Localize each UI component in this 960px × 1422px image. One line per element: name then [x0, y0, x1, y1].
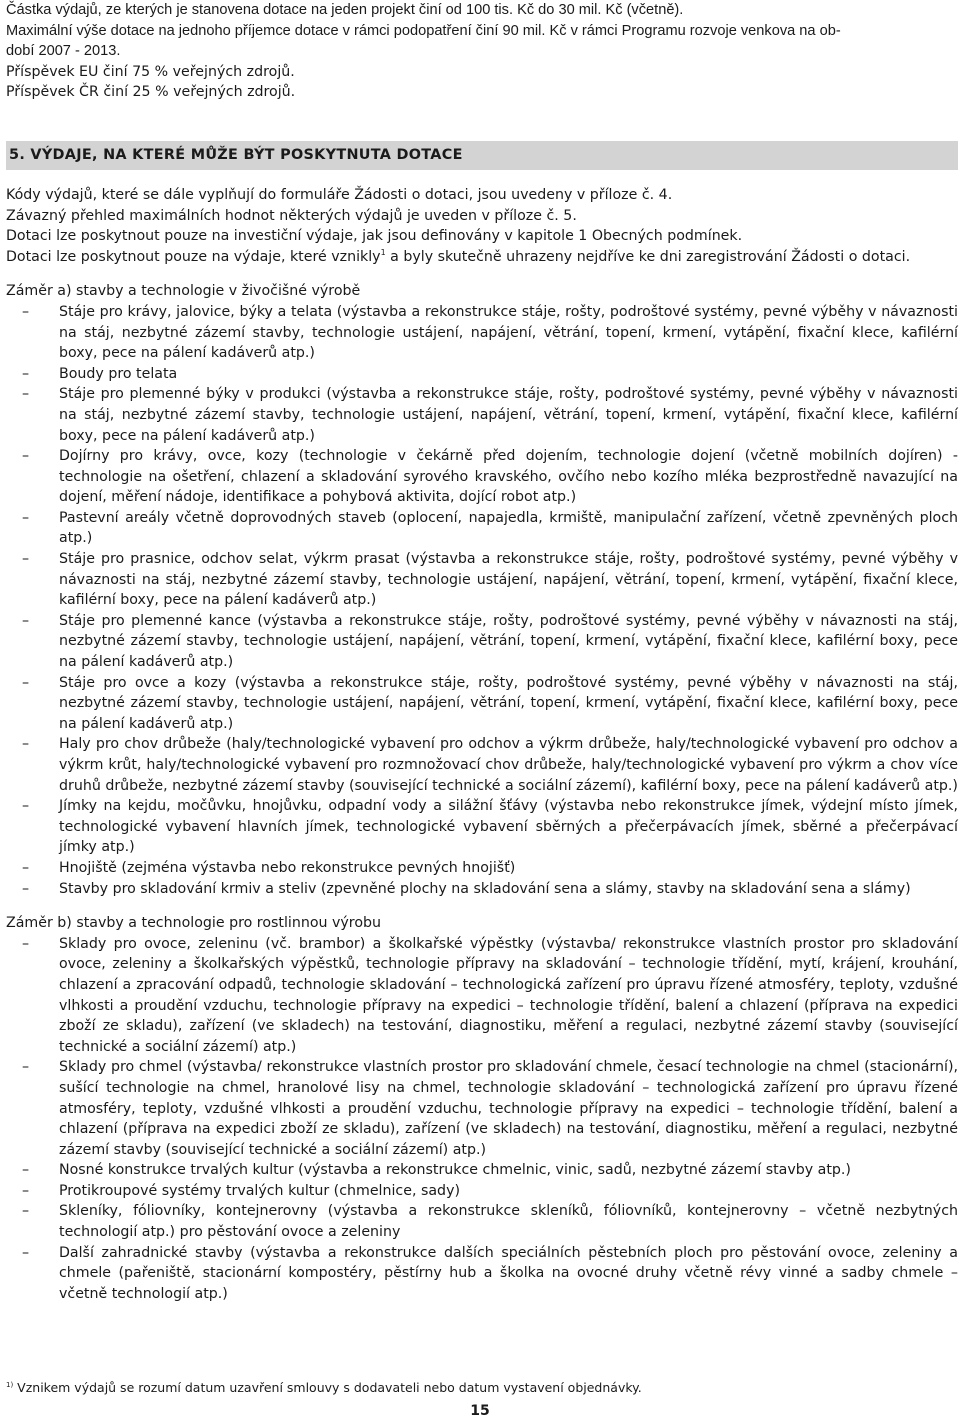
list-item — [6, 734, 958, 796]
list-item-text: Boudy pro telata — [59, 365, 178, 382]
cr-contribution-text: Příspěvek ČR činí 25 % veřejných zdrojů. — [6, 84, 296, 101]
list-item-text: Dojírny pro krávy, ovce, kozy (technologie v čekárně před dojením, technologie dojení (včetně mobilních dojíren) - technologie na ošetření, chlazení a skladování syrového kravského, ovčího nebo kozího mléka bezprostředně navazující na dojení, měření nádoje, identifikace a pohybová aktivita, dojící robot atp.) — [59, 448, 958, 506]
footnote — [6, 1379, 642, 1397]
list-item-text: Sklady pro ovoce, zeleninu (vč. brambor) a školkařské výpěstky (výstavba/ rekonstrukce vlastních prostor pro skladování ovoce, zeleniny a školkařských výpěstků, technologie přípravy na skladování – technologie třídění, mytí, krájení, krouhání, chlazení a zpracování odpadů, technologie skladování – technologická zařízení pro úpravu řízené atmosféry, teploty, vzdušné vlhkosti a proudění vzduchu, technologie přípravy na expedici – technologie třídění, balení a chlazení (příprava na expedici zboží ze skladu), zařízení (ve skladech) na testování, diagnostiku, měření a regulaci, nezbytné zázemí stavby (související technické a sociální zázemí) atp.) — [59, 935, 958, 1055]
plan-a-title: Záměr a) stavby a technologie v živočišné výrobě — [6, 283, 361, 300]
intro-paragraph: Kódy výdajů, které se dále vyplňují do formuláře Žádosti o dotaci, jsou uvedeny v příloze č. 4. — [6, 186, 673, 203]
list-item — [6, 934, 958, 1058]
list-item-text: Skleníky, fóliovníky, kontejnerovny (výstavba a rekonstrukce skleníků, fóliovníků, kontejnerovny – včetně nezbytných technologií atp.) pro pěstování ovoce a zeleniny — [59, 1203, 958, 1241]
plan-a-list — [6, 302, 958, 899]
intro-paragraph: Dotaci lze poskytnout pouze na investiční výdaje, jak jsou definovány v kapitole 1 Obecných podmínek. — [6, 228, 743, 245]
dash-bullet: – — [22, 798, 30, 815]
list-item — [6, 796, 958, 858]
list-item-text: Stáje pro plemenné býky v produkci (výstavba a rekonstrukce stáje, rošty, podroštové systémy, pevné výběhy v návaznosti na stáj, nezbytné zázemí stavby, technologie ustájení, napájení, větrání, topení, krmení, vytápění, fixační klece, kafilérní boxy, pece na pálení kadáverů atp.) — [59, 386, 958, 444]
dash-bullet: – — [22, 551, 30, 568]
list-item — [6, 302, 958, 364]
dash-bullet: – — [22, 880, 30, 897]
list-item — [6, 1057, 958, 1160]
section-heading: 5. VÝDAJE, NA KTERÉ MŮŽE BÝT POSKYTNUTA DOTACE — [6, 141, 958, 170]
list-item — [6, 446, 958, 508]
list-item — [6, 879, 958, 900]
funding-info — [6, 0, 958, 103]
dash-bullet: – — [22, 1059, 30, 1076]
list-item-text: Stáje pro plemenné kance (výstavba a rekonstrukce stáje, rošty, podroštové systémy, pevné výběhy v návaznosti na stáj, nezbytné zázemí stavby, technologie ustájení, napájení, větrání, topení, krmení, vytápění, fixační klece, kafilérní boxy, pece na pálení kadáverů atp.) — [59, 612, 958, 671]
list-item — [6, 549, 958, 611]
list-item — [6, 858, 958, 879]
footnote-text: Vznikem výdajů se rozumí datum uzavření smlouvy s dodavateli nebo datum vystavení objednávky. — [13, 1380, 642, 1395]
list-item-text: Sklady pro chmel (výstavba/ rekonstrukce vlastních prostor pro skladování chmele, česací technologie na chmel (stacionární), sušící technologie na chmel, hranolové lisy na chmel, technologie skladování – technologická zařízení pro úpravu řízené atmosféry, teploty, vzdušné vlhkosti a proudění vzduchu, technologie přípravy na expedici – technologie třídění, balení a chlazení (příprava na expedici zboží ze skladu), zařízení (ve skladech) na testování, diagnostiku, měření a regulaci, nezbytné zázemí stavby (související technické a sociální zázemí) atp.) — [59, 1059, 958, 1158]
footnote-reference: 1 — [380, 247, 386, 257]
list-item-text: Stáje pro ovce a kozy (výstavba a rekonstrukce stáje, rošty, podroštové systémy, pevné výběhy v návaznosti na stáj, nezbytné zázemí stavby, technologie ustájení, napájení, větrání, topení, krmení, vytápění, fixační klece, kafilérní boxy, pece na pálení kadáverů atp.) — [59, 674, 958, 732]
list-item — [6, 1201, 958, 1242]
list-item-text: Pastevní areály včetně doprovodných staveb (oplocení, napajedla, krmiště, manipulační zařízení, včetně zpevněných ploch atp.) — [59, 509, 958, 547]
plan-b-list — [6, 934, 958, 1305]
list-item — [6, 364, 958, 385]
section-intro — [6, 185, 958, 267]
list-item-text: Stáje pro prasnice, odchov selat, výkrm prasat (výstavba a rekonstrukce stáje, rošty, podroštové systémy, pevné výběhy v návaznosti na stáj, nezbytné zázemí stavby, technologie ustájení, napájení, větrání, topení, krmení, vytápění, fixační klece, kafilérní boxy, pece na pálení kadáverů atp.) — [59, 551, 958, 609]
list-item-text: Stáje pro krávy, jalovice, býky a telata (výstavba a rekonstrukce stáje, rošty, podroštové systémy, pevné výběhy v návaznosti na stáj, nezbytné zázemí stavby, technologie ustájení, napájení, větrání, topení, krmení, vytápění, fixační klece, kafilérní boxy, pece na pálení kadáverů atp.) — [59, 303, 958, 362]
footnote-mark: 1) — [6, 1381, 14, 1389]
intro-paragraph: Závazný přehled maximálních hodnot některých výdajů je uveden v příloze č. 5. — [6, 207, 577, 224]
dash-bullet: – — [22, 303, 30, 320]
list-item — [6, 384, 958, 446]
dash-bullet: – — [22, 365, 30, 382]
dash-bullet: – — [22, 612, 30, 629]
intro-text: Dotaci lze poskytnout pouze na výdaje, které vznikly — [6, 248, 381, 265]
document-page — [6, 0, 958, 1304]
project-amount-text: Částka výdajů, ze kterých je stanovena dotace na jeden projekt činí od 100 tis. Kč do 30 mil. Kč (včetně). — [6, 2, 684, 18]
dash-bullet: – — [22, 509, 30, 526]
intro-paragraph — [6, 247, 958, 268]
list-item — [6, 673, 958, 735]
list-item — [6, 1181, 958, 1202]
period-text: dobí 2007 - 2013. — [6, 43, 121, 60]
eu-contribution-text: Příspěvek EU činí 75 % veřejných zdrojů. — [6, 63, 295, 80]
max-subsidy-text: Maximální výše dotace na jednoho příjemce dotace v rámci podopatření činí 90 mil. Kč v rámci Programu rozvoje venkova na ob- — [6, 22, 841, 39]
list-item — [6, 1243, 958, 1305]
intro-text: a byly skutečně uhrazeny nejdříve ke dni zaregistrování Žádosti o dotaci. — [385, 248, 911, 265]
dash-bullet: – — [22, 736, 30, 753]
dash-bullet: – — [22, 674, 30, 691]
dash-bullet: – — [22, 1182, 30, 1199]
list-item-text: Další zahradnické stavby (výstavba a rekonstrukce dalších speciálních pěstebních ploch pro pěstování ovoce, zeleniny a chmele (pařeniště, stacionární kompostéry, pěstírny hub a školka na ovocné druhy včetně révy vinné a sadby chmele – včetně technologií atp.) — [59, 1244, 958, 1302]
dash-bullet: – — [22, 1244, 30, 1261]
dash-bullet: – — [22, 935, 30, 952]
list-item-text: Hnojiště (zejména výstavba nebo rekonstrukce pevných hnojišť) — [59, 859, 516, 876]
dash-bullet: – — [22, 1203, 30, 1220]
list-item-text: Nosné konstrukce trvalých kultur (výstavba a rekonstrukce chmelnic, vinic, sadů, nezbytné zázemí stavby atp.) — [59, 1162, 851, 1179]
dash-bullet: – — [22, 386, 30, 403]
dash-bullet: – — [22, 859, 30, 876]
list-item-text: Haly pro chov drůbeže (haly/technologické vybavení pro odchov a výkrm drůbeže, haly/technologické vybavení pro odchov a výkrm krůt, haly/technologické vybavení pro rozmnožovací chov drůbeže, haly/technologické vybavení pro výkrm a chov více druhů drůbeže, nezbytné zázemí stavby (související technické a sociální zázemí), kafilérní boxy, pece na pálení kadáverů atp.) — [59, 736, 958, 794]
list-item-text: Stavby pro skladování krmiv a steliv (zpevněné plochy na skladování sena a slámy, stavby na skladování sena a slámy) — [59, 880, 911, 897]
plan-b-title: Záměr b) stavby a technologie pro rostlinnou výrobu — [6, 915, 381, 932]
list-item-text: Jímky na kejdu, močůvku, hnojůvku, odpadní vody a silážní šťávy (výstavba nebo rekonstrukce jímek, výdejní místo jímek, technologické vybavení hlavních jímek, technologické vybavení sběrných a přečerpávacích jímek, sběrné a přečerpávací jímky atp.) — [59, 798, 958, 856]
list-item — [6, 1160, 958, 1181]
list-item-text: Protikroupové systémy trvalých kultur (chmelnice, sady) — [59, 1182, 460, 1199]
dash-bullet: – — [22, 1162, 30, 1179]
page-number: 15 — [470, 1403, 490, 1419]
list-item — [6, 611, 958, 673]
dash-bullet: – — [22, 448, 30, 465]
list-item — [6, 508, 958, 549]
